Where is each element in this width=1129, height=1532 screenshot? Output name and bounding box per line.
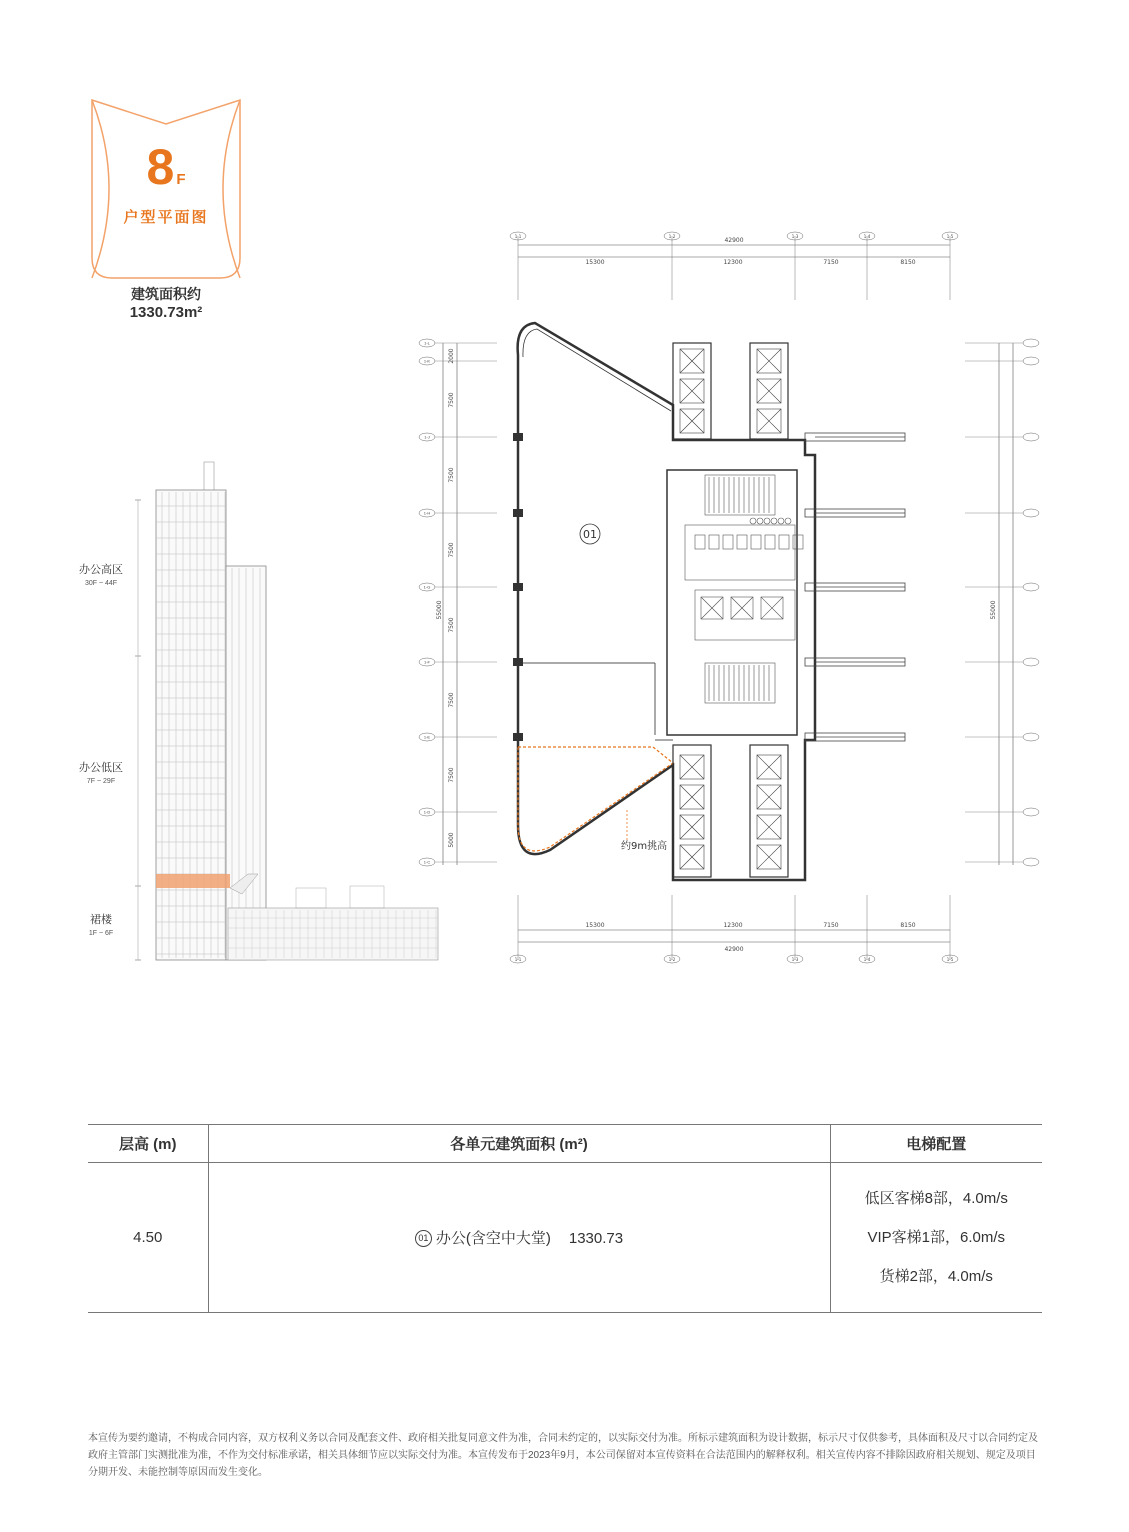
zone-podium: 裙楼 1F ~ 6F: [88, 914, 114, 937]
unit-name: 办公(含空中大堂): [435, 1230, 551, 1247]
elevator-cell: [830, 1163, 1042, 1313]
svg-text:7500: 7500: [448, 392, 455, 408]
svg-text:1-E: 1-E: [423, 734, 431, 740]
svg-text:1-L: 1-L: [424, 340, 430, 346]
unit-label: 01: [583, 528, 597, 541]
elevator-item: 货梯2部，4.0m/s: [879, 1268, 993, 1285]
dim-span-2: 12300: [723, 259, 743, 266]
svg-text:1-4: 1-4: [863, 957, 871, 962]
dim-total-top: 42900: [724, 237, 744, 244]
svg-text:15300: 15300: [585, 922, 605, 929]
header-elevators: 电梯配置: [830, 1125, 1042, 1163]
badge-subtitle: 户型平面图: [123, 209, 209, 226]
svg-text:7500: 7500: [448, 542, 455, 558]
floor-badge: [86, 98, 246, 284]
spec-header-row: [88, 1125, 1042, 1163]
disclaimer: 本宣传为要约邀请，不构成合同内容，双方权利义务以合同及配套文件、政府相关批复同意文件为准，合同未约定的，以实际交付为准。所标示建筑面积为设计数据，标示尺寸仅供参考，具体面积及尺寸以合同约定及政府主管部门实测批准为准，不作为交付标准承诺，相关具体细节应以实际交付为准。本宣传发布于2023年9月，本公司保留对本宣传资料在合法范围内的解释权利。相关宣传内容不排除因政府相关规划、规定及项目分期开发、未能控制等原因而发生变化。: [88, 1433, 1038, 1478]
zone-low: 办公低区 7F ~ 29F: [79, 762, 123, 785]
dim-side-total-right: 55000: [990, 600, 997, 620]
svg-text:1-5: 1-5: [946, 234, 954, 239]
dim-span-4: 8150: [900, 259, 916, 266]
svg-text:1-1: 1-1: [514, 957, 522, 962]
svg-text:1-G: 1-G: [423, 584, 431, 590]
floor-number: 8 F: [146, 139, 186, 195]
zone-high: 办公高区 30F ~ 44F: [79, 564, 123, 587]
svg-text:1-C: 1-C: [423, 859, 431, 865]
spec-row: [88, 1163, 1042, 1313]
svg-text:1-4: 1-4: [863, 234, 871, 239]
area-label: 建筑面积约: [131, 286, 201, 302]
svg-text:1-3: 1-3: [791, 957, 799, 962]
elevator-item: VIP客梯1部，6.0m/s: [867, 1229, 1006, 1246]
area-value: 1330.73m²: [129, 304, 203, 321]
spec-table: [88, 1124, 1042, 1313]
unit-area-cell: [208, 1163, 830, 1313]
current-floor-highlight: [156, 874, 230, 888]
svg-text:1-3: 1-3: [791, 234, 799, 239]
svg-text:2000: 2000: [448, 348, 455, 364]
svg-text:1-2: 1-2: [668, 957, 676, 962]
header-floor-height: 层高 (m): [88, 1125, 208, 1163]
dim-side-total-left: 55000: [436, 600, 443, 620]
header-unit-area: 各单元建筑面积 (m²): [208, 1125, 830, 1163]
floor-plan: [405, 225, 997, 970]
svg-text:7500: 7500: [448, 467, 455, 483]
svg-text:1-2: 1-2: [668, 234, 676, 239]
svg-text:1-K: 1-K: [423, 358, 431, 364]
svg-text:1-F: 1-F: [424, 659, 430, 665]
svg-text:8150: 8150: [900, 922, 916, 929]
dim-span-1: 15300: [585, 259, 605, 266]
svg-text:1-D: 1-D: [423, 809, 431, 815]
svg-text:7500: 7500: [448, 692, 455, 708]
tower-elevation: [138, 456, 448, 968]
svg-text:5000: 5000: [448, 832, 455, 848]
floor-height-value: 4.50: [88, 1163, 208, 1313]
svg-text:7500: 7500: [448, 767, 455, 783]
svg-text:12300: 12300: [723, 922, 743, 929]
unit-area-value: 1330.73: [568, 1230, 624, 1247]
elevator-item: 低区客梯8部，4.0m/s: [864, 1190, 1008, 1207]
svg-text:7500: 7500: [448, 617, 455, 633]
svg-text:1-H: 1-H: [423, 510, 431, 516]
dim-total-bottom: 42900: [724, 946, 744, 953]
svg-text:1-5: 1-5: [946, 957, 954, 962]
atrium-annotation: 约9m挑高: [621, 841, 668, 852]
svg-text:7150: 7150: [823, 922, 839, 929]
svg-text:1-J: 1-J: [424, 434, 430, 440]
dim-span-3: 7150: [823, 259, 839, 266]
svg-text:1-1: 1-1: [514, 234, 522, 239]
unit-number-badge: 01: [415, 1230, 432, 1247]
